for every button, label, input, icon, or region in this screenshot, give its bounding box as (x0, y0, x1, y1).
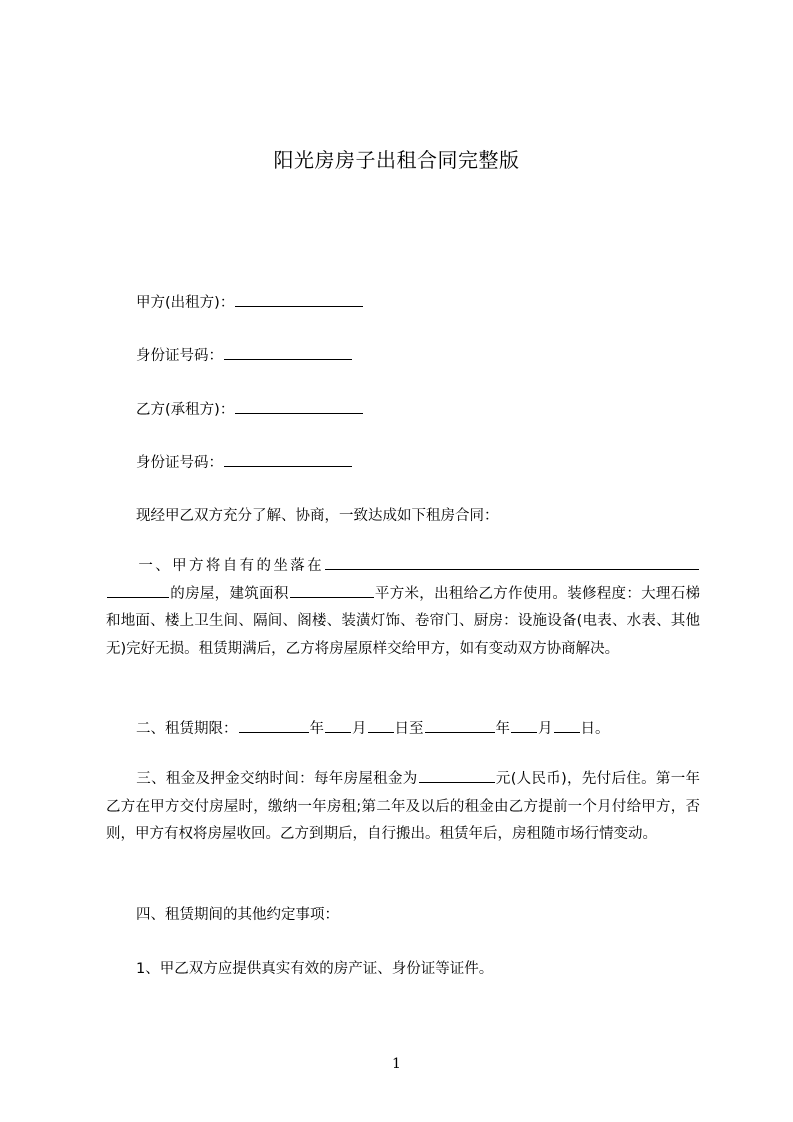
start-month-blank[interactable] (325, 718, 351, 733)
party-b-id-label: 身份证号码： (136, 455, 223, 471)
clause-1-part-2: 的房屋，建筑面积 (170, 585, 289, 602)
clause-3-part-1: 三、租金及押金交纳时间：每年房屋租金为 (136, 771, 418, 787)
year-label-2: 年 (495, 721, 510, 737)
area-blank[interactable] (290, 583, 374, 598)
clause-2 (136, 718, 610, 739)
party-a-line (136, 292, 364, 313)
party-b-id-line (136, 452, 353, 473)
clause-3 (106, 766, 700, 849)
clause-3-part-2: 元(人民币)，先付后住。第一年乙方在甲方交付房屋时，缴纳一年房租;第二年及以后的租金由乙方提前一个月付给甲方，否则，甲方有权将房屋收回。乙方到期后，自行搬出。租赁年后，房租随市场行情变动。 (106, 771, 700, 842)
party-a-id-label: 身份证号码： (136, 348, 223, 364)
page-number: 1 (392, 1056, 401, 1072)
party-b-line (136, 399, 364, 420)
month-label: 月 (352, 721, 367, 737)
party-b-label: 乙方(承租方)： (136, 402, 235, 418)
day-end-label: 日。 (580, 721, 610, 737)
document-title: 阳光房房子出租合同完整版 (273, 148, 520, 172)
year-label: 年 (309, 721, 324, 737)
end-day-blank[interactable] (554, 718, 580, 733)
clause-4: 四、租赁期间的其他约定事项： (136, 907, 339, 923)
location-blank[interactable] (325, 555, 699, 570)
intro-line: 现经甲乙双方充分了解、协商，一致达成如下租房合同： (136, 508, 499, 524)
party-a-blank[interactable] (235, 292, 363, 307)
location-blank-cont[interactable] (107, 583, 169, 598)
month-label-2: 月 (538, 721, 553, 737)
party-a-label: 甲方(出租方)： (136, 295, 235, 311)
clause-1-part-3: 平方米，出租给乙方作使用。装修程度：大理石梯和地面、楼上卫生间、隔间、阁楼、装潢灯饰、卷帘门、厨房：设施设备(电表、水表、其他无)完好无损。租赁期满后，乙方将房屋原样交给甲方，如有变动双方协商解决。 (106, 585, 701, 657)
day-to-label: 日至 (394, 721, 424, 737)
party-b-id-blank[interactable] (224, 452, 352, 467)
party-a-id-line (136, 345, 353, 366)
clause-1-part-1: 一、甲方将自有的坐落在 (136, 558, 324, 574)
rent-blank[interactable] (419, 768, 495, 783)
end-year-blank[interactable] (425, 718, 495, 733)
start-year-blank[interactable] (239, 718, 309, 733)
start-day-blank[interactable] (368, 718, 394, 733)
clause-1 (106, 553, 700, 663)
end-month-blank[interactable] (511, 718, 537, 733)
clause-2-label: 二、租赁期限： (136, 721, 238, 737)
party-b-blank[interactable] (235, 399, 363, 414)
item-1: 1、甲乙双方应提供真实有效的房产证、身份证等证件。 (136, 961, 494, 977)
party-a-id-blank[interactable] (224, 345, 352, 360)
